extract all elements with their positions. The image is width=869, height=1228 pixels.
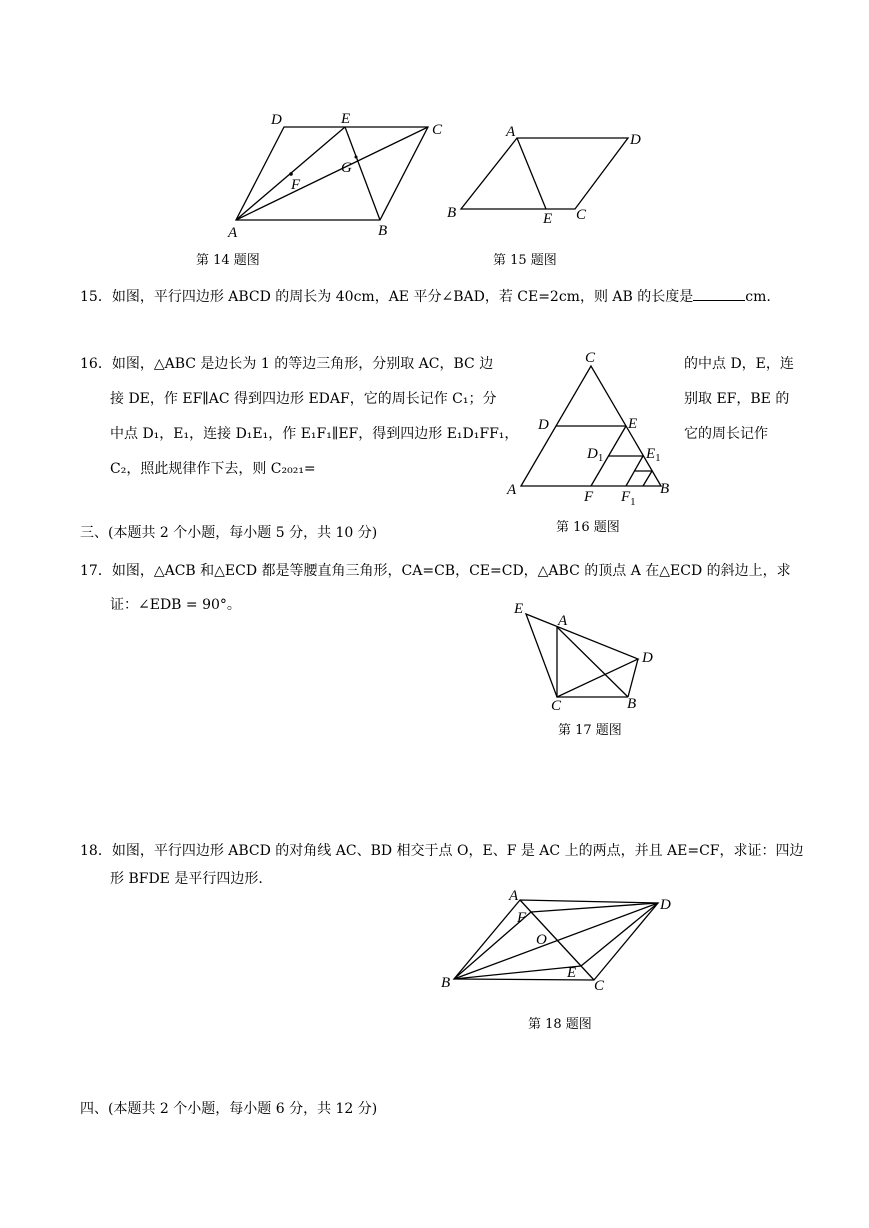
q16-left-line-3: 中点 D₁，E₁，连接 D₁E₁，作 E₁F₁∥EF，得到四边形 E₁D₁FF₁， xyxy=(110,426,519,442)
fig18-label-o: O xyxy=(536,932,547,948)
fig18-caption: 第 18 题图 xyxy=(528,1017,592,1032)
fig15-label-b: B xyxy=(447,205,457,221)
q15-stem: 15．如图，平行四边形 ABCD 的周长为 40cm，AE 平分∠BAD，若 CE=2cm，则 AB 的长度是 xyxy=(80,289,694,305)
fig14-label-d: D xyxy=(271,112,282,128)
fig16-label-e: E xyxy=(628,416,638,432)
fig17-seg-ab xyxy=(557,627,628,697)
q18-line-2: 形 BFDE 是平行四边形. xyxy=(110,871,263,887)
fig16-label-e1: $E_1$ xyxy=(646,446,661,464)
fig16-caption: 第 16 题图 xyxy=(556,520,620,535)
fig17-label-d: D xyxy=(642,650,653,666)
fig15-parallelogram xyxy=(461,138,628,209)
q15-unit: cm. xyxy=(745,289,771,305)
q15-answer-blank[interactable] xyxy=(693,286,745,301)
fig16-label-d: D xyxy=(538,417,549,433)
q16-right-line-2: 别取 EF，BE 的 xyxy=(684,391,790,407)
fig18-label-b: B xyxy=(441,975,451,991)
fig14-caption: 第 14 题图 xyxy=(196,253,260,268)
fig14-label-c: C xyxy=(432,122,443,138)
fig14-label-g: G xyxy=(341,160,352,176)
fig18-label-d: D xyxy=(660,897,671,913)
fig18-seg-de xyxy=(581,903,658,966)
fig17-label-c: C xyxy=(551,698,562,714)
section-4-heading: 四、(本题共 2 个小题，每小题 6 分，共 12 分) xyxy=(80,1101,378,1117)
fig14-label-a: A xyxy=(228,225,238,241)
fig15-seg-ae xyxy=(517,138,546,209)
fig18-diag-bd xyxy=(454,903,658,979)
fig16-label-c: C xyxy=(585,350,596,366)
fig15-label-e: E xyxy=(543,211,553,227)
q16-left-line-2: 接 DE，作 EF∥AC 得到四边形 EDAF，它的周长记作 C₁；分 xyxy=(110,391,497,407)
fig17-label-b: B xyxy=(627,696,637,712)
fig17-caption: 第 17 题图 xyxy=(558,723,622,738)
q15-text xyxy=(80,286,771,306)
fig15-label-d: D xyxy=(630,132,641,148)
fig18-label-c: C xyxy=(594,978,605,994)
fig14-label-b: B xyxy=(378,223,388,239)
fig17-seg-db xyxy=(628,659,638,697)
q16-right-line-3: 它的周长记作 xyxy=(684,426,768,442)
fig15-label-c: C xyxy=(576,207,587,223)
fig16-label-a: A xyxy=(507,482,517,498)
fig16-label-f1: $F_1$ xyxy=(621,489,636,508)
fig17-label-a: A xyxy=(558,613,568,629)
fig14-diag-ac xyxy=(236,127,428,220)
fig15-label-a: A xyxy=(506,124,516,140)
fig16-label-f: F xyxy=(584,489,594,505)
fig16-label-d1: $D_1$ xyxy=(587,446,604,464)
fig14-label-f: F xyxy=(291,177,301,193)
q18-line-1: 18．如图，平行四边形 ABCD 的对角线 AC、BD 相交于点 O，E、F 是 AC 上的两点，并且 AE=CF，求证：四边 xyxy=(80,843,804,859)
q16-right-line-1: 的中点 D，E，连 xyxy=(684,356,794,372)
section-3-heading: 三、(本题共 2 个小题，每小题 5 分，共 10 分) xyxy=(80,525,378,541)
fig16-seg-small-2 xyxy=(643,471,652,486)
fig15-caption: 第 15 题图 xyxy=(493,253,557,268)
fig14-label-e: E xyxy=(341,111,351,127)
q16-left-line-4: C₂，照此规律作下去，则 C₂₀₂₁= xyxy=(110,461,316,477)
fig18-label-e: E xyxy=(567,965,577,981)
q17-line-2: 证：∠EDB = 90°。 xyxy=(110,597,241,613)
fig17-triangle-ecd xyxy=(526,614,638,697)
q17-line-1: 17．如图，△ACB 和△ECD 都是等腰直角三角形，CA=CB，CE=CD，△ABC 的顶点 A 在△ECD 的斜边上，求 xyxy=(80,563,791,579)
fig18-label-a: A xyxy=(509,888,519,904)
fig16-label-b: B xyxy=(660,481,670,497)
fig18-label-f: F xyxy=(517,910,527,926)
q16-left-line-1: 16．如图，△ABC 是边长为 1 的等边三角形，分别取 AC，BC 边 xyxy=(80,356,494,372)
fig17-label-e: E xyxy=(514,601,524,617)
